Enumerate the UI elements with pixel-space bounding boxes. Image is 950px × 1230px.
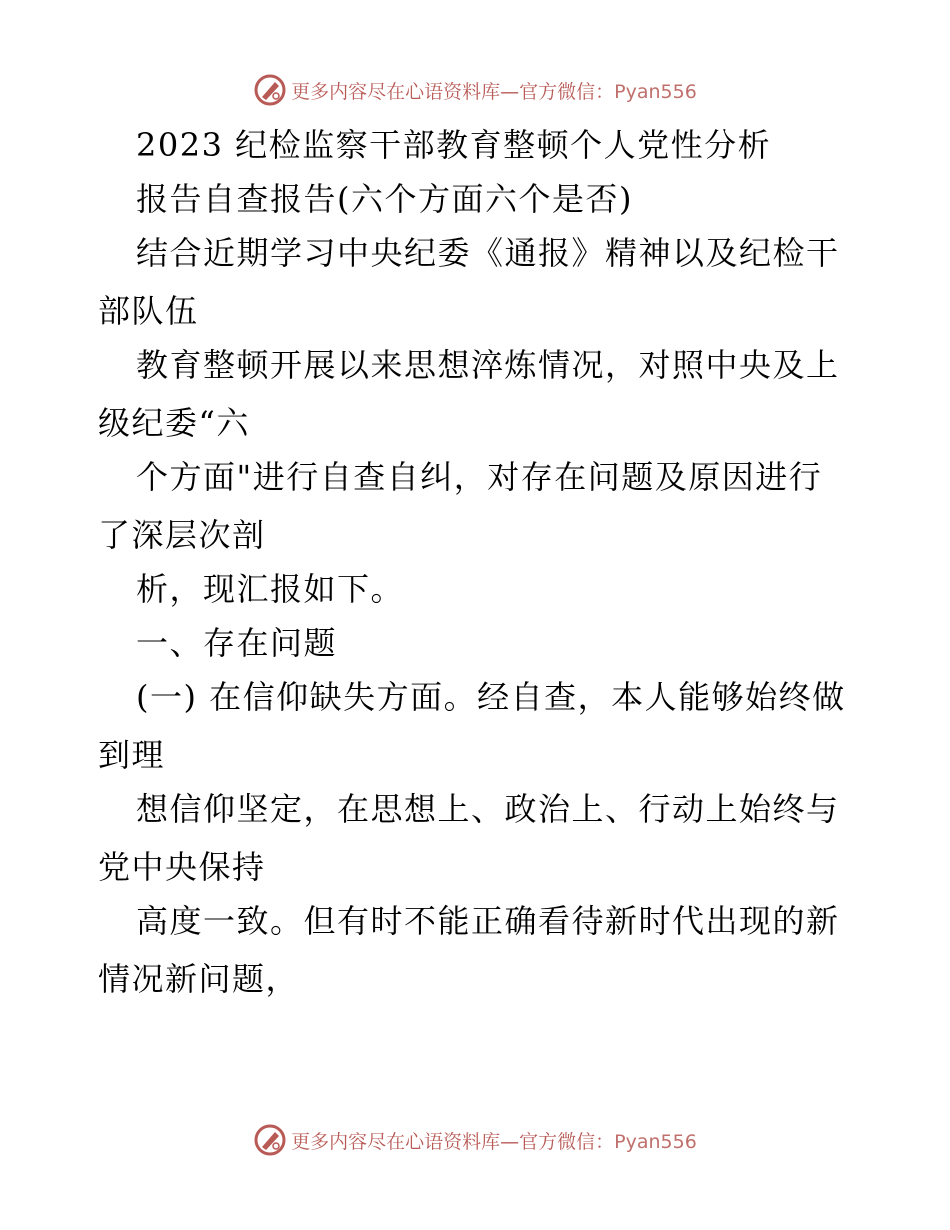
doc-line: 情况新问题， bbox=[98, 960, 300, 998]
banner-prefix: 更多内容尽在心语资料库—官方微信： bbox=[291, 80, 615, 103]
doc-line: 到理 bbox=[98, 736, 166, 774]
doc-line: 党中央保持 bbox=[98, 848, 266, 886]
doc-line: 想信仰坚定，在思想上、政治上、行动上始终与 bbox=[136, 790, 840, 828]
header-banner bbox=[0, 70, 950, 110]
banner-text bbox=[291, 1127, 697, 1154]
banner-prefix: 更多内容尽在心语资料库—官方微信： bbox=[291, 1130, 615, 1153]
doc-line: 一、存在问题 bbox=[136, 624, 338, 662]
doc-line: 个方面"进行自查自纠，对存在问题及原因进行 bbox=[136, 458, 823, 496]
doc-line: 结合近期学习中央纪委《通报》精神以及纪检干 bbox=[136, 234, 840, 272]
doc-line: (一) 在信仰缺失方面。经自查，本人能够始终做 bbox=[136, 678, 846, 716]
doc-line: 了深层次剖 bbox=[98, 516, 266, 554]
doc-line: 部队伍 bbox=[98, 292, 199, 330]
doc-line: 2023 纪检监察干部教育整顿个人党性分析 bbox=[136, 126, 772, 164]
brand-logo-icon bbox=[253, 1123, 287, 1157]
document-body bbox=[98, 118, 858, 1006]
footer-banner bbox=[0, 1120, 950, 1160]
banner-text bbox=[291, 77, 697, 104]
doc-line: 析，现汇报如下。 bbox=[136, 570, 405, 608]
doc-line: 教育整顿开展以来思想淬炼情况，对照中央及上 bbox=[136, 346, 840, 384]
doc-line: 高度一致。但有时不能正确看待新时代出现的新 bbox=[136, 902, 840, 940]
doc-line: 级纪委“六 bbox=[98, 404, 250, 442]
doc-line: 报告自查报告(六个方面六个是否) bbox=[136, 180, 633, 218]
brand-logo-icon bbox=[253, 73, 287, 107]
banner-wechat-id: Pyan556 bbox=[614, 80, 697, 103]
banner-wechat-id: Pyan556 bbox=[614, 1130, 697, 1153]
